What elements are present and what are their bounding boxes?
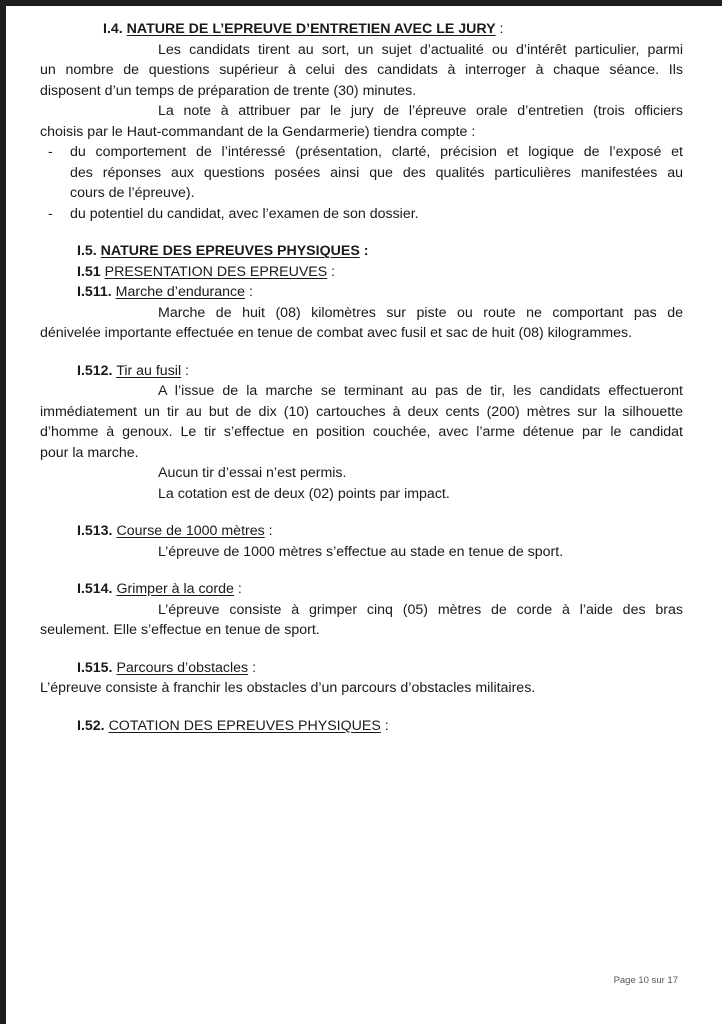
heading-number: I.514. <box>77 581 113 597</box>
paragraph-line: pour la marche. <box>40 444 139 461</box>
heading-i5 <box>40 241 683 262</box>
bullet-item <box>40 204 683 225</box>
bullet-line: cours de l’épreuve). <box>70 185 195 201</box>
heading-colon: : <box>181 362 189 379</box>
bullet-item <box>40 142 683 204</box>
heading-number: I.52. <box>77 717 105 734</box>
paragraph-line: seulement. Elle s’effectue en tenue de sport. <box>40 622 320 638</box>
heading-title: PRESENTATION DES EPREUVES <box>104 263 328 280</box>
heading-i514 <box>40 579 683 600</box>
heading-colon: : <box>245 284 253 300</box>
heading-number: I.5. <box>77 243 97 259</box>
paragraph-line: Aucun tir d’essai n’est permis. <box>158 465 347 481</box>
heading-i4 <box>40 19 683 40</box>
heading-i513 <box>40 521 683 542</box>
paragraph-line: immédiatement un tir au but de dix (10) cartouches à deux cents (200) mètres sur la silhouette <box>40 403 683 420</box>
heading-number: I.512. <box>77 362 113 379</box>
bullet-line: des réponses aux questions posées ainsi que des qualités particulières manifestées au <box>70 164 683 181</box>
paragraph-line: L’épreuve consiste à franchir les obstacles d’un parcours d’obstacles militaires. <box>40 680 536 696</box>
paragraph-line: L’épreuve de 1000 mètres s’effectue au stade en tenue de sport. <box>158 543 564 560</box>
paragraph-line: dénivelée importante effectuée en tenue de combat avec fusil et sac de huit (08) kilogrammes. <box>40 325 633 341</box>
bullet-dash: - <box>48 205 53 222</box>
heading-i52 <box>40 716 683 737</box>
paragraph-line: Les candidats tirent au sort, un sujet d’actualité ou d’intérêt particulier, parmi <box>158 41 683 58</box>
heading-i511 <box>40 282 683 303</box>
heading-i51 <box>40 262 683 283</box>
heading-colon: : <box>327 263 336 280</box>
paragraph-line: La note à attribuer par le jury de l’épreuve orale d’entretien (trois officiers <box>158 103 683 119</box>
heading-title: Course de 1000 mètres <box>116 523 265 539</box>
heading-i512 <box>40 361 683 382</box>
heading-title: Grimper à la corde <box>116 581 234 597</box>
bullet-dash: - <box>48 144 53 160</box>
heading-title: NATURE DE L’EPREUVE D’ENTRETIEN AVEC LE JURY <box>126 21 496 37</box>
heading-colon: : <box>233 581 242 597</box>
heading-title: Marche d’endurance <box>115 284 246 300</box>
heading-colon: : <box>248 659 257 676</box>
heading-colon: : <box>495 21 504 37</box>
document-page <box>6 6 722 1024</box>
heading-title: NATURE DES EPREUVES PHYSIQUES <box>100 243 360 259</box>
paragraph-line: d’homme à genoux. Le tir s’effectue en position couchée, avec l’arme détenue par le candidat <box>40 424 683 440</box>
heading-colon: : <box>264 523 273 539</box>
paragraph-line: La cotation est de deux (02) points par impact. <box>158 485 450 502</box>
heading-number: I.51 <box>77 263 101 280</box>
paragraph-line: disposent d’un temps de préparation de trente (30) minutes. <box>40 82 417 99</box>
paragraph-line: un nombre de questions supérieur à celui des candidats à interroger à chaque séance. Ils <box>40 62 683 78</box>
heading-title: Tir au fusil <box>116 362 182 379</box>
page-number: Page 10 sur 17 <box>613 974 678 986</box>
heading-title: Parcours d’obstacles <box>116 659 249 676</box>
heading-i515 <box>40 658 683 679</box>
bullet-line: du comportement de l’intéressé (présentation, clarté, précision et logique de l’exposé et <box>70 144 683 160</box>
bullet-line: du potentiel du candidat, avec l’examen de son dossier. <box>70 205 419 222</box>
page-content <box>40 19 683 736</box>
paragraph-line: A l’issue de la marche se terminant au pas de tir, les candidats effectueront <box>158 383 683 399</box>
heading-colon: : <box>380 717 389 734</box>
heading-colon: : <box>359 243 369 259</box>
paragraph-line: L’épreuve consiste à grimper cinq (05) mètres de corde à l’aide des bras <box>158 601 683 618</box>
heading-number: I.511. <box>77 284 112 300</box>
heading-number: I.4. <box>103 21 123 37</box>
paragraph-line: choisis par le Haut-commandant de la Gendarmerie) tiendra compte : <box>40 123 476 140</box>
heading-number: I.515. <box>77 659 113 676</box>
paragraph-line: Marche de huit (08) kilomètres sur piste ou route ne comportant pas de <box>158 304 683 321</box>
heading-title: COTATION DES EPREUVES PHYSIQUES <box>108 717 381 734</box>
heading-number: I.513. <box>77 523 113 539</box>
